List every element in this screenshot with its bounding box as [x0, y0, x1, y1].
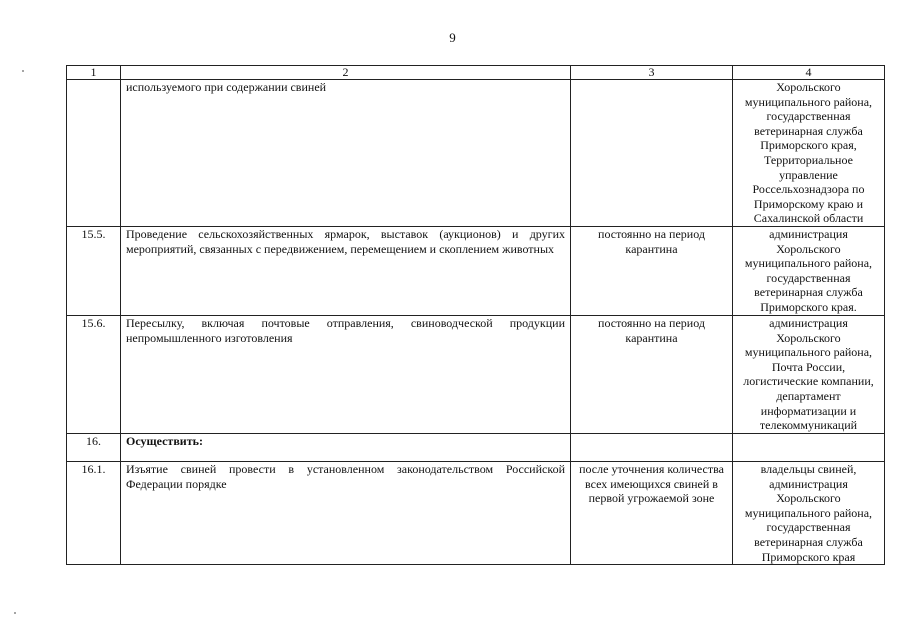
item-number: 16. [67, 434, 121, 462]
item-term: постоянно на период карантина [571, 227, 733, 316]
item-action: Пересылку, включая почтовые отправления, свиноводческой продукции непромышленного изготовления [121, 316, 571, 434]
item-term [571, 80, 733, 227]
item-responsible [733, 434, 885, 462]
measures-table [66, 65, 885, 565]
item-number: 16.1. [67, 462, 121, 565]
table-row [67, 434, 885, 462]
item-number: 15.6. [67, 316, 121, 434]
item-number [67, 80, 121, 227]
scan-speck [22, 70, 24, 72]
scan-speck [14, 612, 16, 614]
table-row [67, 227, 885, 316]
table-row [67, 80, 885, 227]
item-number: 15.5. [67, 227, 121, 316]
item-term [571, 434, 733, 462]
page-number: 9 [449, 30, 456, 45]
table-row [67, 316, 885, 434]
item-action: используемого при содержании свиней [121, 80, 571, 227]
item-responsible: администрация Хорольского муниципального района, Почта России, логистические компании, департамент информатизации и телекоммуникаций [733, 316, 885, 434]
table-header-row [67, 66, 885, 80]
table-row [67, 462, 885, 565]
item-action: Проведение сельскохозяйственных ярмарок, выставок (аукционов) и других мероприятий, связанных с передвижением, перемещением и скоплением животных [121, 227, 571, 316]
header-col-1: 1 [67, 66, 121, 80]
item-responsible: владельцы свиней, администрация Хорольского муниципального района, государственная ветеринарная служба Приморского края [733, 462, 885, 565]
header-col-2: 2 [121, 66, 571, 80]
header-col-4: 4 [733, 66, 885, 80]
item-action: Осуществить: [121, 434, 571, 462]
item-responsible: администрация Хорольского муниципального района, государственная ветеринарная служба Приморского края. [733, 227, 885, 316]
item-term: постоянно на период карантина [571, 316, 733, 434]
item-term: после уточнения количества всех имеющихся свиней в первой угрожаемой зоне [571, 462, 733, 565]
header-col-3: 3 [571, 66, 733, 80]
item-responsible: Хорольского муниципального района, государственная ветеринарная служба Приморского края, Территориальное управление Россельхознадзора по Приморскому краю и Сахалинской области [733, 80, 885, 227]
item-action: Изъятие свиней провести в установленном законодательством Российской Федерации порядке [121, 462, 571, 565]
